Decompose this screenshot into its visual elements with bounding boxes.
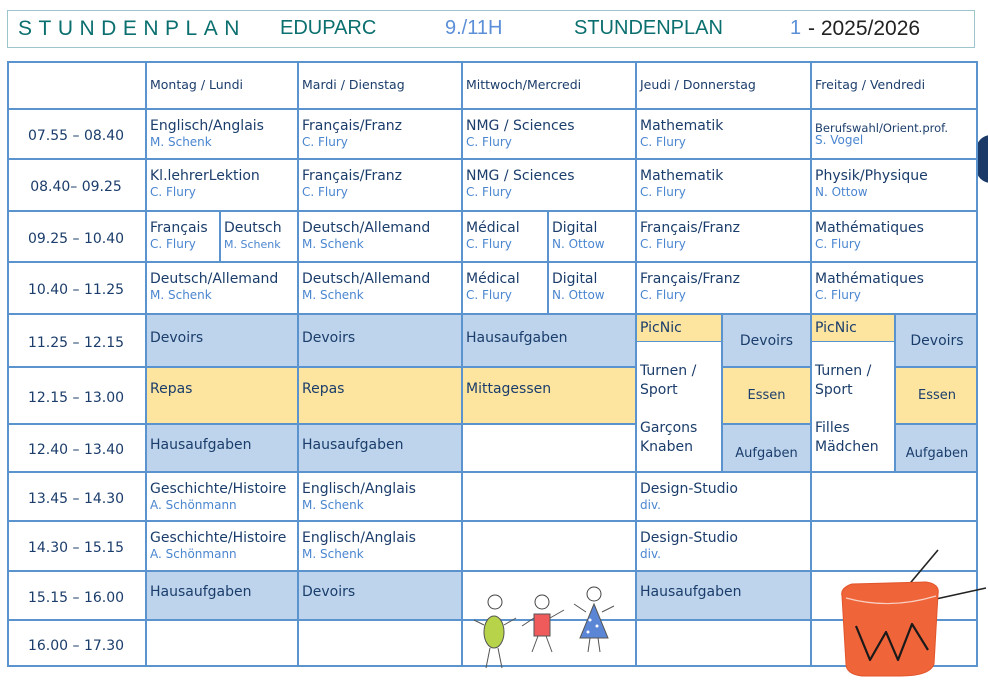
lesson-subject: Digital xyxy=(552,220,598,236)
empty-cell xyxy=(145,619,297,667)
homework-label: Aufgaben xyxy=(905,445,969,461)
homework-label: Hausaufgaben xyxy=(150,584,252,600)
lesson-teacher: C. Flury xyxy=(150,185,196,199)
lesson-cell xyxy=(297,108,461,158)
homework-cell xyxy=(145,570,297,619)
time-slot: 13.45 – 14.30 xyxy=(7,471,145,520)
lesson-cell xyxy=(635,520,810,570)
children-drawing-icon xyxy=(470,580,620,680)
lesson-cell xyxy=(297,210,461,261)
sport-cell xyxy=(810,341,894,471)
lesson-teacher: M. Schenk xyxy=(150,288,212,302)
lesson-cell xyxy=(635,261,810,313)
lesson-subject: Deutsch/Allemand xyxy=(302,220,431,236)
lesson-cell xyxy=(219,210,297,261)
lesson-teacher: N. Ottow xyxy=(552,288,605,302)
time-slot: 12.15 – 13.00 xyxy=(7,366,145,423)
homework-cell xyxy=(721,423,810,471)
lesson-subject: Mathematik xyxy=(640,168,724,184)
sport-group-label: Filles xyxy=(815,420,850,436)
homework-cell xyxy=(894,423,978,471)
day-header-monday: Montag / Lundi xyxy=(145,61,297,108)
lesson-subject: Deutsch/Allemand xyxy=(150,271,279,287)
lesson-teacher: C. Flury xyxy=(466,185,512,199)
lesson-subject: Englisch/Anglais xyxy=(302,530,416,546)
header-number: 1 xyxy=(790,17,802,39)
lunch-cell xyxy=(461,366,635,423)
lesson-cell xyxy=(547,261,635,313)
lesson-teacher: M. Schenk xyxy=(302,288,364,302)
lesson-teacher: M. Schenk xyxy=(302,237,364,251)
lesson-subject: Deutsch xyxy=(224,220,282,236)
lesson-teacher: M. Schenk xyxy=(150,135,212,149)
lesson-teacher: C. Flury xyxy=(815,288,861,302)
lesson-subject: NMG / Sciences xyxy=(466,118,575,134)
empty-cell xyxy=(461,520,635,570)
lesson-cell xyxy=(297,520,461,570)
lesson-subject: Design-Studio xyxy=(640,481,738,497)
header-year: - 2025/2026 xyxy=(808,17,921,40)
day-header-friday: Freitag / Vendredi xyxy=(810,61,978,108)
homework-cell xyxy=(894,313,978,366)
lesson-cell xyxy=(145,471,297,520)
time-slot: 15.15 – 16.00 xyxy=(7,570,145,619)
lesson-teacher: C. Flury xyxy=(640,185,686,199)
header-bar xyxy=(7,10,975,48)
lesson-teacher: M. Schenk xyxy=(224,238,281,251)
header-school: EDUPARC xyxy=(280,17,377,39)
header-class: 9./11H xyxy=(445,17,503,39)
lesson-teacher: C. Flury xyxy=(815,237,861,251)
lesson-teacher: S. Vogel xyxy=(815,133,864,147)
lesson-cell xyxy=(297,261,461,313)
lesson-subject: Kl.lehrerLektion xyxy=(150,168,260,184)
lesson-subject: Médical xyxy=(466,271,520,287)
homework-label: Devoirs xyxy=(739,332,794,349)
lesson-teacher: C. Flury xyxy=(640,237,686,251)
homework-label: Devoirs xyxy=(910,332,964,349)
lesson-subject: Physik/Physique xyxy=(815,168,928,184)
lesson-teacher: N. Ottow xyxy=(815,185,868,199)
lesson-subject: Deutsch/Allemand xyxy=(302,271,431,287)
lesson-teacher: M. Schenk xyxy=(302,547,364,561)
day-header-tuesday: Mardi / Dienstag xyxy=(297,61,461,108)
lesson-cell xyxy=(461,158,635,210)
lesson-subject: Français/Franz xyxy=(640,220,741,236)
homework-label: Aufgaben xyxy=(735,445,798,461)
lesson-cell xyxy=(461,261,547,313)
lesson-subject: Mathematik xyxy=(640,118,724,134)
lesson-cell xyxy=(145,210,219,261)
lesson-subject: NMG / Sciences xyxy=(466,168,575,184)
lesson-teacher: C. Flury xyxy=(466,288,512,302)
lesson-cell xyxy=(547,210,635,261)
lesson-subject: Englisch/Anglais xyxy=(150,118,264,134)
lesson-subject: Geschichte/Histoire xyxy=(150,530,287,546)
lesson-subject: Berufswahl/Orient.prof. xyxy=(815,121,949,135)
homework-cell xyxy=(635,570,810,619)
lesson-subject: Digital xyxy=(552,271,598,287)
homework-label: Hausaufgaben xyxy=(302,437,404,453)
time-slot: 12.40 – 13.40 xyxy=(7,423,145,471)
empty-cell xyxy=(461,471,635,520)
lesson-cell xyxy=(810,108,978,158)
homework-cell xyxy=(145,313,297,366)
lesson-cell xyxy=(145,158,297,210)
lunch-label: Essen xyxy=(918,388,956,403)
lunch-cell xyxy=(721,366,810,423)
homework-label: Hausaufgaben xyxy=(150,437,252,453)
lesson-subject: Geschichte/Histoire xyxy=(150,481,287,497)
time-slot: 16.00 – 17.30 xyxy=(7,619,145,667)
lesson-cell xyxy=(635,158,810,210)
homework-cell xyxy=(461,313,635,366)
lesson-subject: Mathématiques xyxy=(815,220,924,236)
lesson-cell xyxy=(145,108,297,158)
header-title: STUNDENPLAN xyxy=(18,17,246,40)
empty-cell xyxy=(635,619,810,667)
lesson-subject: Design-Studio xyxy=(640,530,738,546)
lesson-subject: Médical xyxy=(466,220,520,236)
lesson-subject: Français/Franz xyxy=(302,168,403,184)
lesson-cell xyxy=(635,108,810,158)
lunch-label: Mittagessen xyxy=(466,381,552,397)
lesson-cell xyxy=(145,520,297,570)
empty-cell xyxy=(810,471,978,520)
empty-cell xyxy=(461,423,635,471)
corner-cell xyxy=(7,61,145,108)
lesson-cell xyxy=(145,261,297,313)
day-header-thursday: Jeudi / Donnerstag xyxy=(635,61,810,108)
homework-cell xyxy=(297,313,461,366)
lesson-teacher: div. xyxy=(640,498,661,512)
picnic-cell xyxy=(810,313,894,341)
drum-icon xyxy=(840,548,988,680)
lesson-cell xyxy=(810,261,978,313)
time-slot: 10.40 – 11.25 xyxy=(7,261,145,313)
picnic-label: PicNic xyxy=(815,320,857,336)
sport-label: Turnen / xyxy=(640,363,697,379)
lesson-subject: Français/Franz xyxy=(302,118,403,134)
lesson-cell xyxy=(810,158,978,210)
homework-label: Devoirs xyxy=(302,584,356,600)
lesson-teacher: A. Schönmann xyxy=(150,498,237,512)
lesson-teacher: C. Flury xyxy=(302,135,348,149)
lesson-teacher: C. Flury xyxy=(302,185,348,199)
lesson-cell xyxy=(810,210,978,261)
lunch-cell xyxy=(145,366,297,423)
day-header-wednesday: Mittwoch/Mercredi xyxy=(461,61,635,108)
lunch-label: Repas xyxy=(302,381,345,397)
lesson-teacher: C. Flury xyxy=(640,288,686,302)
homework-cell xyxy=(721,313,810,366)
lesson-cell xyxy=(635,210,810,261)
picnic-cell xyxy=(635,313,721,341)
homework-label: Hausaufgaben xyxy=(640,584,742,600)
sport-group-label: Knaben xyxy=(640,439,694,455)
lesson-teacher: C. Flury xyxy=(150,237,196,251)
sport-group-label: Garçons xyxy=(640,420,698,436)
sport-label: Sport xyxy=(815,382,853,398)
lesson-subject: Français/Franz xyxy=(640,271,741,287)
lesson-cell xyxy=(297,158,461,210)
homework-label: Hausaufgaben xyxy=(466,330,568,346)
lesson-teacher: M. Schenk xyxy=(302,498,364,512)
time-slot: 11.25 – 12.15 xyxy=(7,313,145,366)
lunch-cell xyxy=(297,366,461,423)
lesson-teacher: C. Flury xyxy=(640,135,686,149)
timetable xyxy=(7,61,978,667)
lesson-teacher: N. Ottow xyxy=(552,237,605,251)
lesson-subject: Mathématiques xyxy=(815,271,924,287)
sport-group-label: Mädchen xyxy=(815,439,879,455)
picnic-label: PicNic xyxy=(640,320,682,336)
lunch-cell xyxy=(894,366,978,423)
time-slot: 09.25 – 10.40 xyxy=(7,210,145,261)
empty-cell xyxy=(297,619,461,667)
sport-label: Sport xyxy=(640,382,678,398)
lunch-label: Essen xyxy=(747,388,786,403)
homework-label: Devoirs xyxy=(150,330,204,346)
lesson-teacher: C. Flury xyxy=(466,237,512,251)
lesson-cell xyxy=(461,108,635,158)
homework-cell xyxy=(297,570,461,619)
lesson-cell xyxy=(461,210,547,261)
sport-cell xyxy=(635,341,721,471)
homework-cell xyxy=(297,423,461,471)
sport-label: Turnen / xyxy=(815,363,872,379)
time-slot: 07.55 – 08.40 xyxy=(7,108,145,158)
time-slot: 14.30 – 15.15 xyxy=(7,520,145,570)
lesson-cell xyxy=(297,471,461,520)
lesson-teacher: C. Flury xyxy=(466,135,512,149)
header-title-secondary: STUNDENPLAN xyxy=(574,17,723,39)
lunch-label: Repas xyxy=(150,381,193,397)
time-slot: 08.40– 09.25 xyxy=(7,158,145,210)
lesson-teacher: div. xyxy=(640,547,661,561)
lesson-cell xyxy=(635,471,810,520)
lesson-teacher: A. Schönmann xyxy=(150,547,237,561)
homework-cell xyxy=(145,423,297,471)
lesson-subject: Français xyxy=(150,220,208,236)
lesson-subject: Englisch/Anglais xyxy=(302,481,416,497)
homework-label: Devoirs xyxy=(302,330,356,346)
